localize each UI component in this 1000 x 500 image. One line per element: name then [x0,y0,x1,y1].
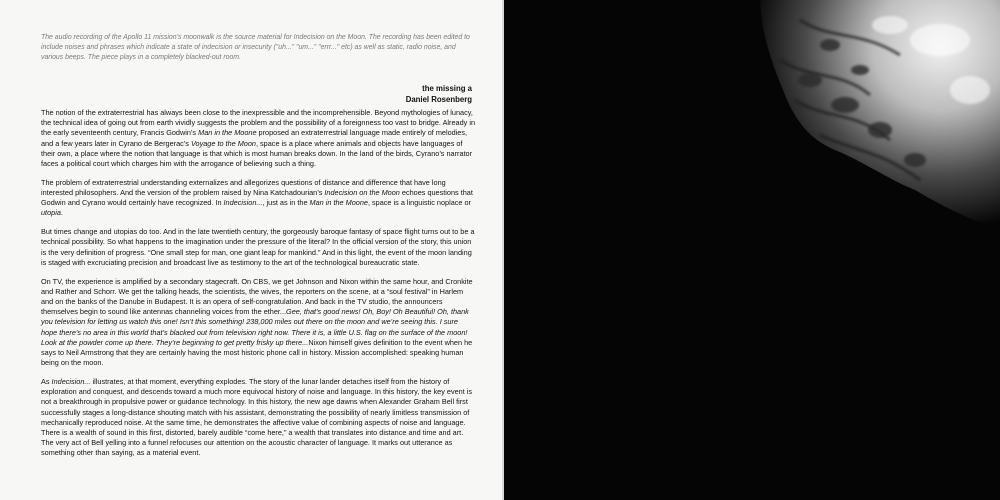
right-page [504,0,1000,500]
essay-title: the missing a [422,84,472,93]
byline [406,83,472,105]
moon-surface-photo [740,0,1000,230]
paragraph-2: The problem of extraterrestrial understanding externalizes and allegorizes questions of distance and difference that have long interested philosophers. And the version of the problem raised by Nina Katchadourian’s Indecision on the Moon echoes questions that Godwin and Cyrano would certainly have recognized. In Indecision..., just as in the Man in the Moone, space is a linguistic noplace or utopia. [41,177,473,218]
author-name: Daniel Rosenberg [405,95,472,104]
paragraph-1: The notion of the extraterrestrial has always been close to the inexpressible and the incomprehensible. Beyond mythologies of lunacy, the technical idea of going out from earth vividly suggests the problem and the possibility of a foreignness too vast to bridge. Already in the early seventeenth century, Francis Godwin’s Man in the Moone proposed an extraterrestrial language made entirely of melodies, and a few years later in Cyrano de Bergerac’s Voyage to the Moon, space is a place where animals and objects have languages of their own, a place where the notion that language is that which is most human breaks down. In the land of the birds, Cyrano’s narrator faces a political court which charges him with the arrogance of believing such a thing. [41,108,476,169]
paragraph-3: But times change and utopias do too. And in the late twentieth century, the gorgeously baroque fantasy of space flight turns out to be a technical possibility. So what happens to the imagination under the pressure of the literal? In the official version of the story, this union is the very definition of progress. “One small step for man, one giant leap for mankind.” And in this light, the event of the moon landing is staged with excruciating precision and broadcast live as testimony to the art of the technological bureaucratic state. [41,227,475,267]
title-voyage-to-the-moon: Voyage to the Moon [190,138,256,148]
broadcast-quote: Gee, that’s good news! Oh, Boy! Oh Beautiful! Oh, thank you television for letting us watch this one! Isn’t this something! 238,000 miles out there on the moon and we’re seeing this. I sure hope there’s no area in this world that’s blacked out from television right now. There it is, a little U.S. flag on the surface of the moon! Look at the powder come up there. They’re beginning to get pretty frisky up there... [41,307,469,347]
paragraph-4: On TV, the experience is amplified by a secondary stagecraft. On CBS, we get Johnson and Nixon within the same hour, and Cronkite and Rather and Schorr. We get the talking heads, the scientists, the wives, the reporters on the scene, at a “soul festival” in Harlem and on the banks of the Danube in Budapest. It is an opera of self-congratulation. And back in the TV studio, the announcers themselves begin to sound like antennas channeling voices from the ether...Gee, that’s good news! Oh, Boy! Oh Beautiful! Oh, thank you television for letting us watch this one! Isn’t this something! 238,000 miles out there on the moon and we’re seeing this. I sure hope there’s no area in this world that’s blacked out from television right now. There it is, a little U.S. flag on the surface of the moon! Look at the powder come up there. They’re beginning to get pretty frisky up there...Nixon himself gives definition to the event when he says to Neil Armstrong that they are certainly having the most historic phone call in history. Mission accomplished: speaking human being on the moon. [41,276,473,368]
essay-body [41,108,475,467]
title-man-in-the-moone: Man in the Moone [198,128,257,138]
paragraph-5: As Indecision... illustrates, at that moment, everything explodes. The story of the lunar lander detaches itself from the history of exploration and conquest, and descends toward a much more equivocal history of noise and language. In this history, the key event is not a breakthrough in propulsive power or guidance technology. In this history, the new age dawns when Alexander Graham Bell first successfully stages a long-distance shouting match with his assistant, demonstrating the possibility of nearly limitless transmission of mechanically reproduced noise. At the same time, he demonstrates the affective value of combining aspects of noise and language. There is a wealth of sound in this first, distorted, barely audible “come here,” a wealth that translates into distance and time and art. The very act of Bell yelling into a funnel refocuses our attention on the acoustic character of language. It marks out utterance as something other than saying, as a material event. [41,377,473,458]
intro-note: The audio recording of the Apollo 11 mission’s moonwalk is the source material for Indecision on the Moon. The recording has been edited to include noises and phrases which indicate a state of indecision or insecurity ("uh..." "um..." "errr..." etc) as well as static, radio noise, and various beeps. The piece plays in a completely blacked-out room. [41,34,470,62]
